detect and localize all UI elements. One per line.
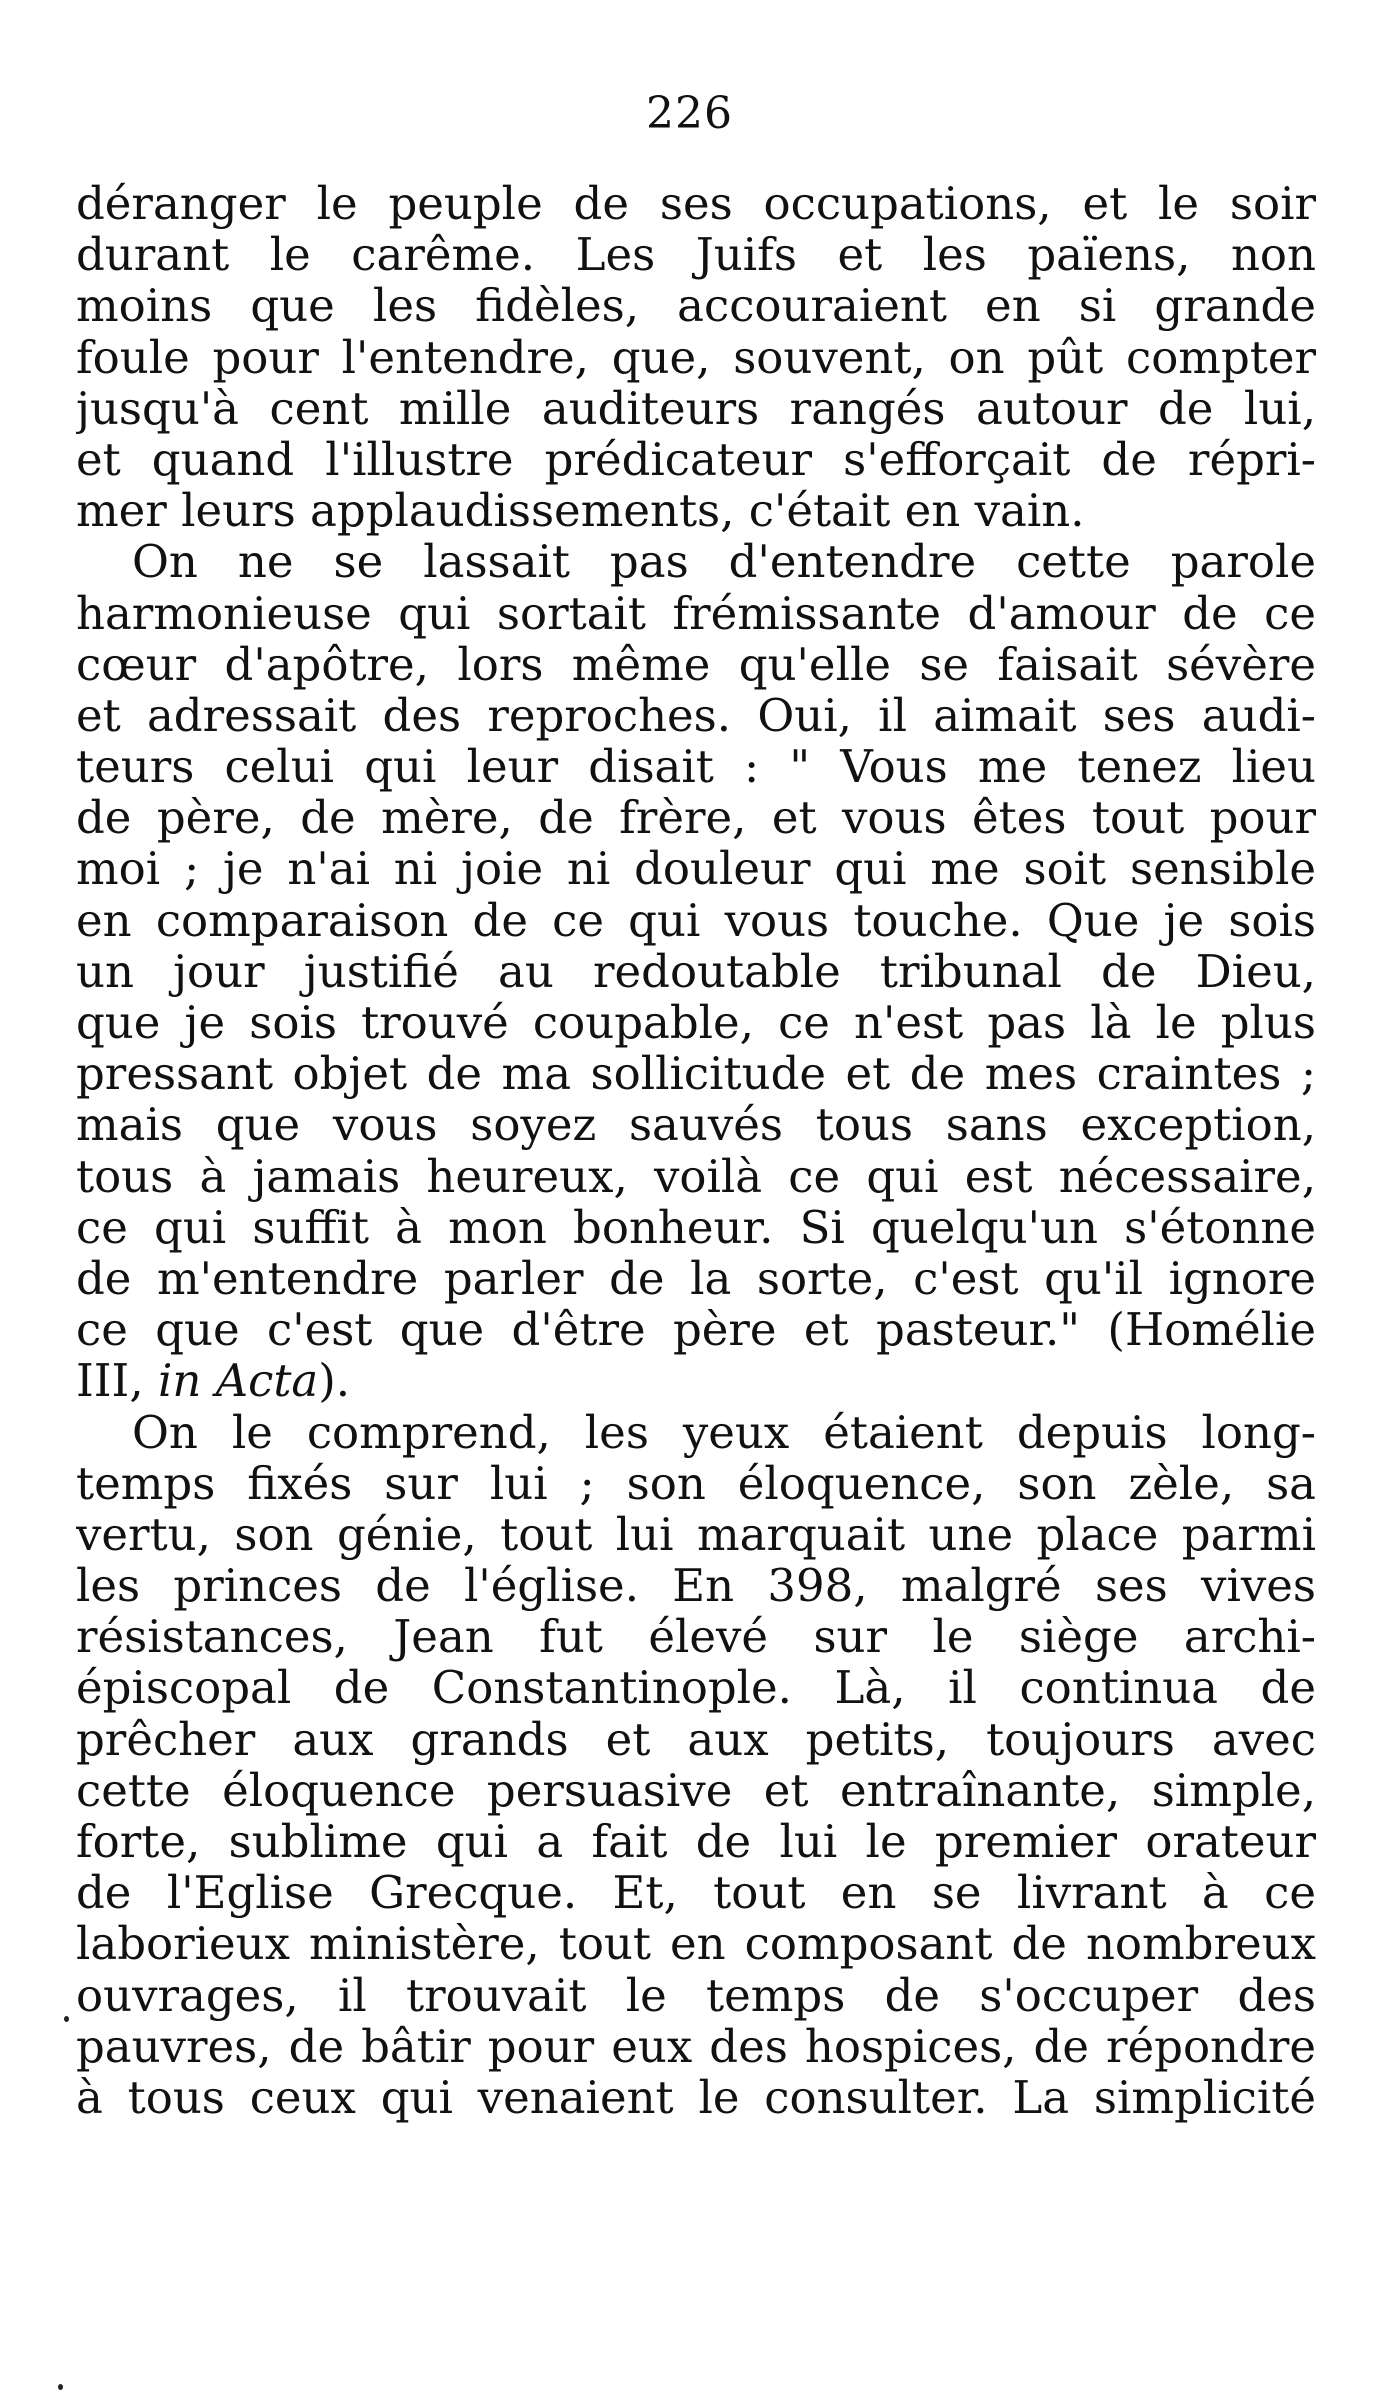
text-line: et quand l'illustre prédicateur s'efforçait de répri- bbox=[76, 433, 1316, 486]
text-line: mer leurs applaudissements, c'était en vain. bbox=[76, 485, 1085, 537]
text-line: foule pour l'entendre, que, souvent, on pût compter bbox=[76, 331, 1316, 383]
text-line: de père, de mère, de frère, et vous êtes tout pour bbox=[76, 792, 1316, 844]
text-line: à tous ceux qui venaient le consulter. La simplicité bbox=[76, 2071, 1316, 2124]
text-line: durant le carême. Les Juifs et les païens, non bbox=[76, 229, 1316, 281]
text-line: temps fixés sur lui ; son éloquence, son zèle, sa bbox=[76, 1457, 1316, 1509]
text-line: mais que vous soyez sauvés tous sans exception, bbox=[76, 1099, 1316, 1151]
text-line: que je sois trouvé coupable, ce n'est pas là le plus bbox=[76, 997, 1316, 1049]
text-line: On le comprend, les yeux étaient depuis long- bbox=[132, 1406, 1316, 1458]
text-line: résistances, Jean fut élevé sur le siège archi- bbox=[76, 1611, 1316, 1663]
text-line: jusqu'à cent mille auditeurs rangés autour de lui, bbox=[76, 382, 1316, 434]
text-line: cette éloquence persuasive et entraînante, simple, bbox=[76, 1764, 1316, 1816]
text-line: de l'Eglise Grecque. Et, tout en se livrant à ce bbox=[76, 1867, 1316, 1919]
text-line: teurs celui qui leur disait : " Vous me tenez lieu bbox=[76, 741, 1316, 793]
text-line: en comparaison de ce qui vous touche. Que je sois bbox=[76, 894, 1316, 946]
print-speck bbox=[64, 2016, 69, 2022]
text-line: vertu, son génie, tout lui marquait une place parmi bbox=[76, 1508, 1316, 1561]
text-line: de m'entendre parler de la sorte, c'est qu'il ignore bbox=[76, 1252, 1316, 1305]
text-line: ce qui suffit à mon bonheur. Si quelqu'un s'étonne bbox=[76, 1201, 1316, 1253]
text-line: moi ; je n'ai ni joie ni douleur qui me soit sensible bbox=[76, 843, 1316, 895]
text-line: laborieux ministère, tout en composant de nombreux bbox=[76, 1918, 1316, 1970]
text-line: déranger le peuple de ses occupations, et le soir bbox=[76, 178, 1316, 230]
text-line: III, in Acta). bbox=[76, 1355, 351, 1407]
text-line: ce que c'est que d'être père et pasteur." (Homélie bbox=[76, 1304, 1316, 1356]
print-speck bbox=[58, 2384, 63, 2390]
text-line: forte, sublime qui a fait de lui le premier orateur bbox=[76, 1816, 1316, 1868]
text-line: pressant objet de ma sollicitude et de mes craintes ; bbox=[76, 1048, 1316, 1100]
text-line: et adressait des reproches. Oui, il aimait ses audi- bbox=[76, 689, 1316, 742]
text-line: moins que les fidèles, accouraient en si grande bbox=[76, 280, 1316, 332]
text-line: ouvrages, il trouvait le temps de s'occuper des bbox=[76, 1969, 1316, 2021]
page-number: 226 bbox=[646, 88, 733, 139]
text-line: pauvres, de bâtir pour eux des hospices, de répondre bbox=[76, 2020, 1316, 2072]
text-line: les princes de l'église. En 398, malgré ses vives bbox=[76, 1560, 1316, 1612]
text-line: tous à jamais heureux, voilà ce qui est nécessaire, bbox=[76, 1150, 1316, 1202]
text-line: prêcher aux grands et aux petits, toujours avec bbox=[76, 1713, 1316, 1765]
text-line: harmonieuse qui sortait frémissante d'amour de ce bbox=[76, 587, 1316, 639]
text-line: cœur d'apôtre, lors même qu'elle se faisait sévère bbox=[76, 638, 1316, 690]
text-line: On ne se lassait pas d'entendre cette parole bbox=[132, 536, 1316, 588]
body-text bbox=[76, 178, 1316, 2123]
text-line: un jour justifié au redoutable tribunal de Dieu, bbox=[76, 945, 1316, 997]
text-line: épiscopal de Constantinople. Là, il continua de bbox=[76, 1662, 1316, 1714]
